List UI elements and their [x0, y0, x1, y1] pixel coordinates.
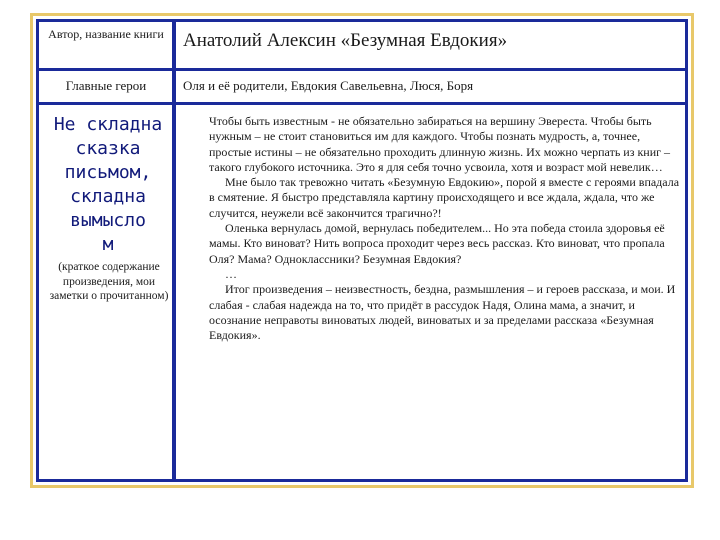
content-note: (краткое содержание произведения, мои заметки о прочитанном) — [49, 261, 169, 302]
column-divider — [172, 22, 176, 479]
author-label: Автор, название книги — [48, 27, 164, 41]
genre-line: сказка — [75, 138, 141, 159]
row-divider-1 — [39, 68, 685, 71]
genre-caption — [47, 113, 169, 257]
heroes-label: Главные герои — [65, 78, 147, 93]
review-text — [209, 114, 683, 343]
genre-line: письмом, — [64, 162, 152, 183]
book-title: Анатолий Алексин «Безумная Евдокия» — [183, 30, 508, 51]
row-divider-2 — [39, 102, 685, 105]
review-paragraph: Чтобы быть известным - не обязательно забираться на вершину Эвереста. Чтобы быть нужным – не стоит становиться им для каждого. Чтобы познать мудрость, а, точнее, простые истины – не обязательно проходить длинную жизнь. Их можно черпать из книг – такого глубокого источника. Это я для себя точно усвоила, хотя и возраст мой невелик… — [209, 114, 671, 174]
review-paragraph: Оленька вернулась домой, вернулась победителем... Но эта победа стоила здоровья её мамы. Кто виноват? Нить вопроса проходит через весь рассказ. Кто виноват, что пропала Оля? Мама? Одноклассники? Безумная Евдокия? — [209, 221, 665, 266]
genre-line: Не складна — [53, 114, 163, 135]
review-paragraph: Итог произведения – неизвестность, бездна, размышления – и героев рассказа, и мои. И слабая - слабая надежда на то, что придёт в рассудок Надя, Олина мама, а значит, и осознание неправоты виноватых людей, виноватых и за пределами рассказа «Безумная Евдокия». — [209, 282, 676, 343]
heroes-list: Оля и её родители, Евдокия Савельевна, Люся, Боря — [183, 78, 474, 93]
review-paragraph: Мне было так тревожно читать «Безумную Евдокию», порой я вместе с героями впадала в смятение. Я быстро представляла картину происходящего и все ждала, ждала, что же случится, неужели всё закончится трагично?! — [209, 175, 680, 220]
genre-line: м — [102, 234, 114, 255]
genre-line: складна — [70, 186, 146, 207]
genre-line: вымысло — [70, 210, 146, 231]
reading-diary-table — [36, 19, 688, 482]
review-paragraph: … — [225, 266, 237, 281]
